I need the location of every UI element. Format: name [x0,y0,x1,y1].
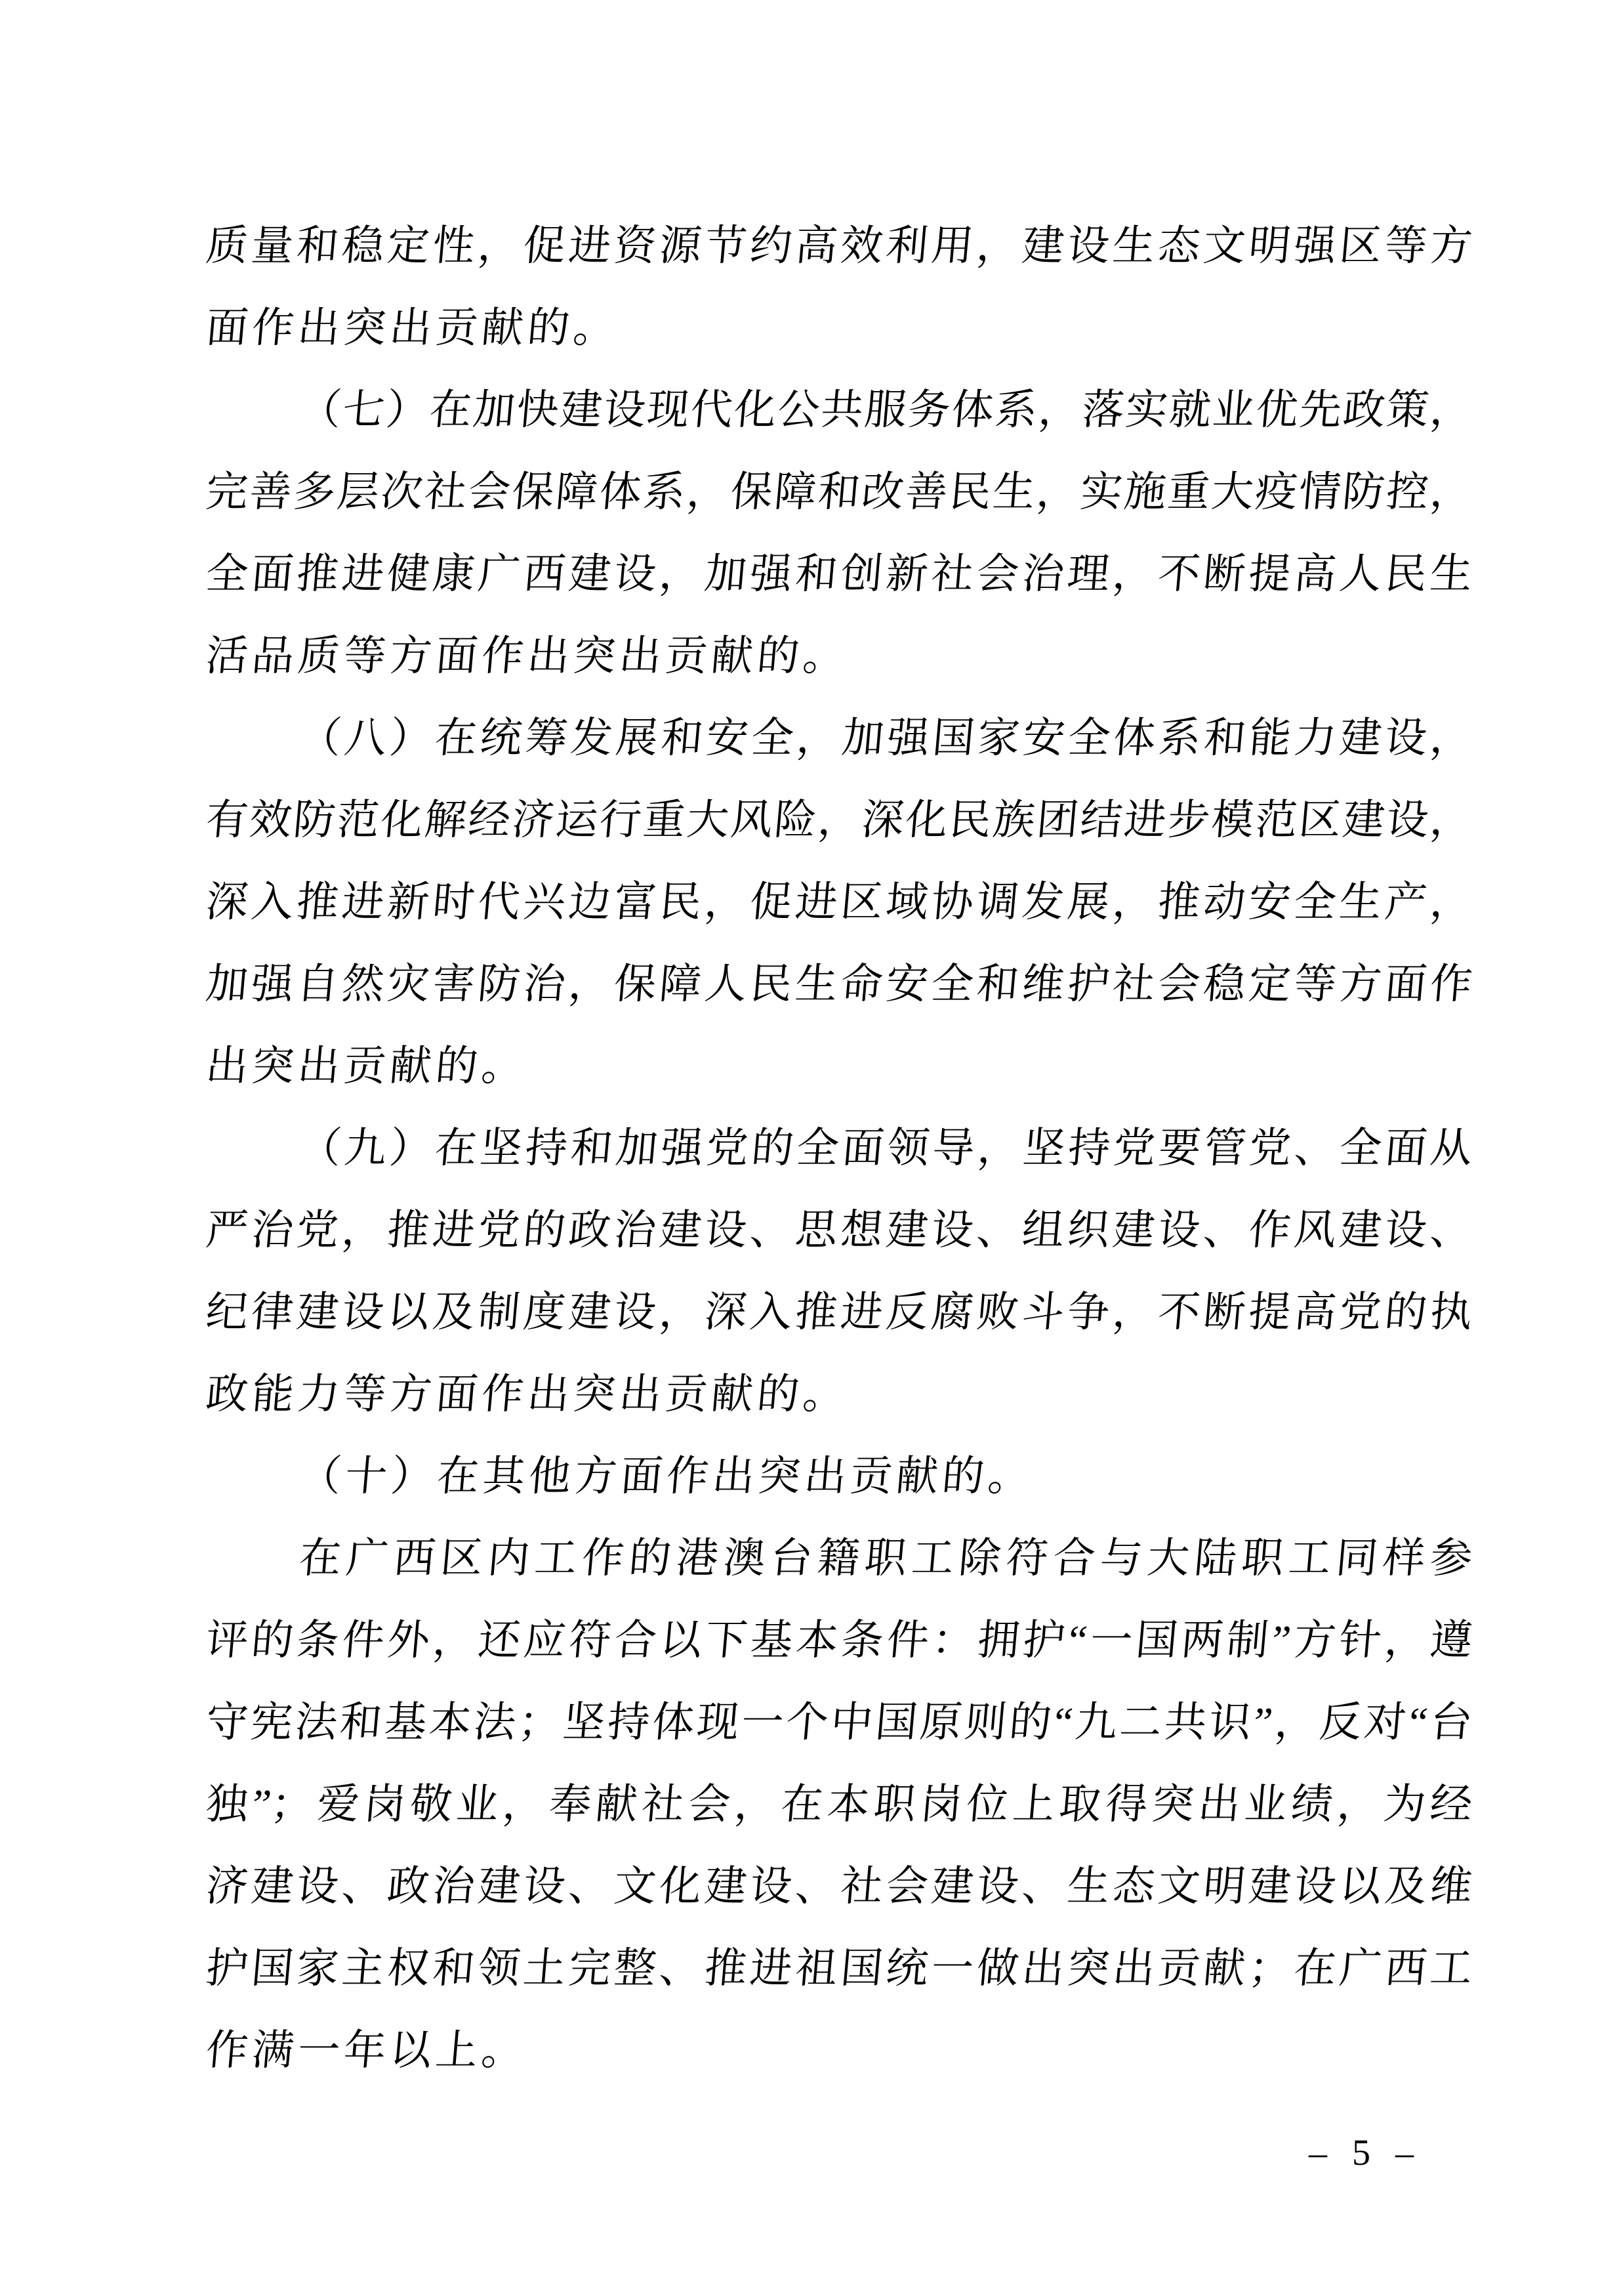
doc-line: 守宪法和基本法；坚持体现一个中国原则的“九二共识”，反对“台 [203,1699,1475,1745]
doc-line: （八）在统筹发展和安全，加强国家安全体系和能力建设， [297,715,1475,761]
document-body [203,205,1475,2091]
doc-line: 纪律建设以及制度建设，深入推进反腐败斗争，不断提高党的执 [203,1289,1475,1335]
doc-line: （九）在坚持和加强党的全面领导，坚持党要管党、全面从 [297,1125,1475,1171]
doc-line: 完善多层次社会保障体系，保障和改善民生，实施重大疫情防控， [203,469,1475,515]
doc-line: 济建设、政治建设、文化建设、社会建设、生态文明建设以及维 [203,1863,1475,1910]
doc-line: （十）在其他方面作出突出贡献的。 [297,1453,1036,1499]
doc-line: 深入推进新时代兴边富民，促进区域协调发展，推动安全生产， [203,879,1475,925]
doc-line: 政能力等方面作出突出贡献的。 [203,1371,852,1417]
doc-line: 作满一年以上。 [203,2027,530,2074]
doc-line: 质量和稳定性，促进资源节约高效利用，建设生态文明强区等方 [203,222,1475,269]
doc-line: 活品质等方面作出突出贡献的。 [203,633,852,679]
doc-line: 在广西区内工作的港澳台籍职工除符合与大陆职工同样参 [297,1535,1475,1581]
doc-line: 全面推进健康广西建设，加强和创新社会治理，不断提高人民生 [203,551,1475,597]
doc-line: 出突出贡献的。 [203,1043,530,1089]
doc-line: 面作出突出贡献的。 [203,304,622,351]
doc-line: 加强自然灾害防治，保障人民生命安全和维护社会稳定等方面作 [203,961,1475,1007]
doc-line: 评的条件外，还应符合以下基本条件：拥护“一国两制”方针，遵 [203,1617,1475,1663]
doc-line: （七）在加快建设现代化公共服务体系，落实就业优先政策， [297,386,1475,433]
page-number: – 5 – [1309,2133,1422,2173]
doc-line: 护国家主权和领土完整、推进祖国统一做出突出贡献；在广西工 [203,1945,1475,1992]
doc-line: 严治党，推进党的政治建设、思想建设、组织建设、作风建设、 [203,1207,1475,1253]
doc-line: 独”；爱岗敬业，奉献社会，在本职岗位上取得突出业绩，为经 [203,1781,1475,1827]
doc-line: 有效防范化解经济运行重大风险，深化民族团结进步模范区建设， [203,797,1475,843]
